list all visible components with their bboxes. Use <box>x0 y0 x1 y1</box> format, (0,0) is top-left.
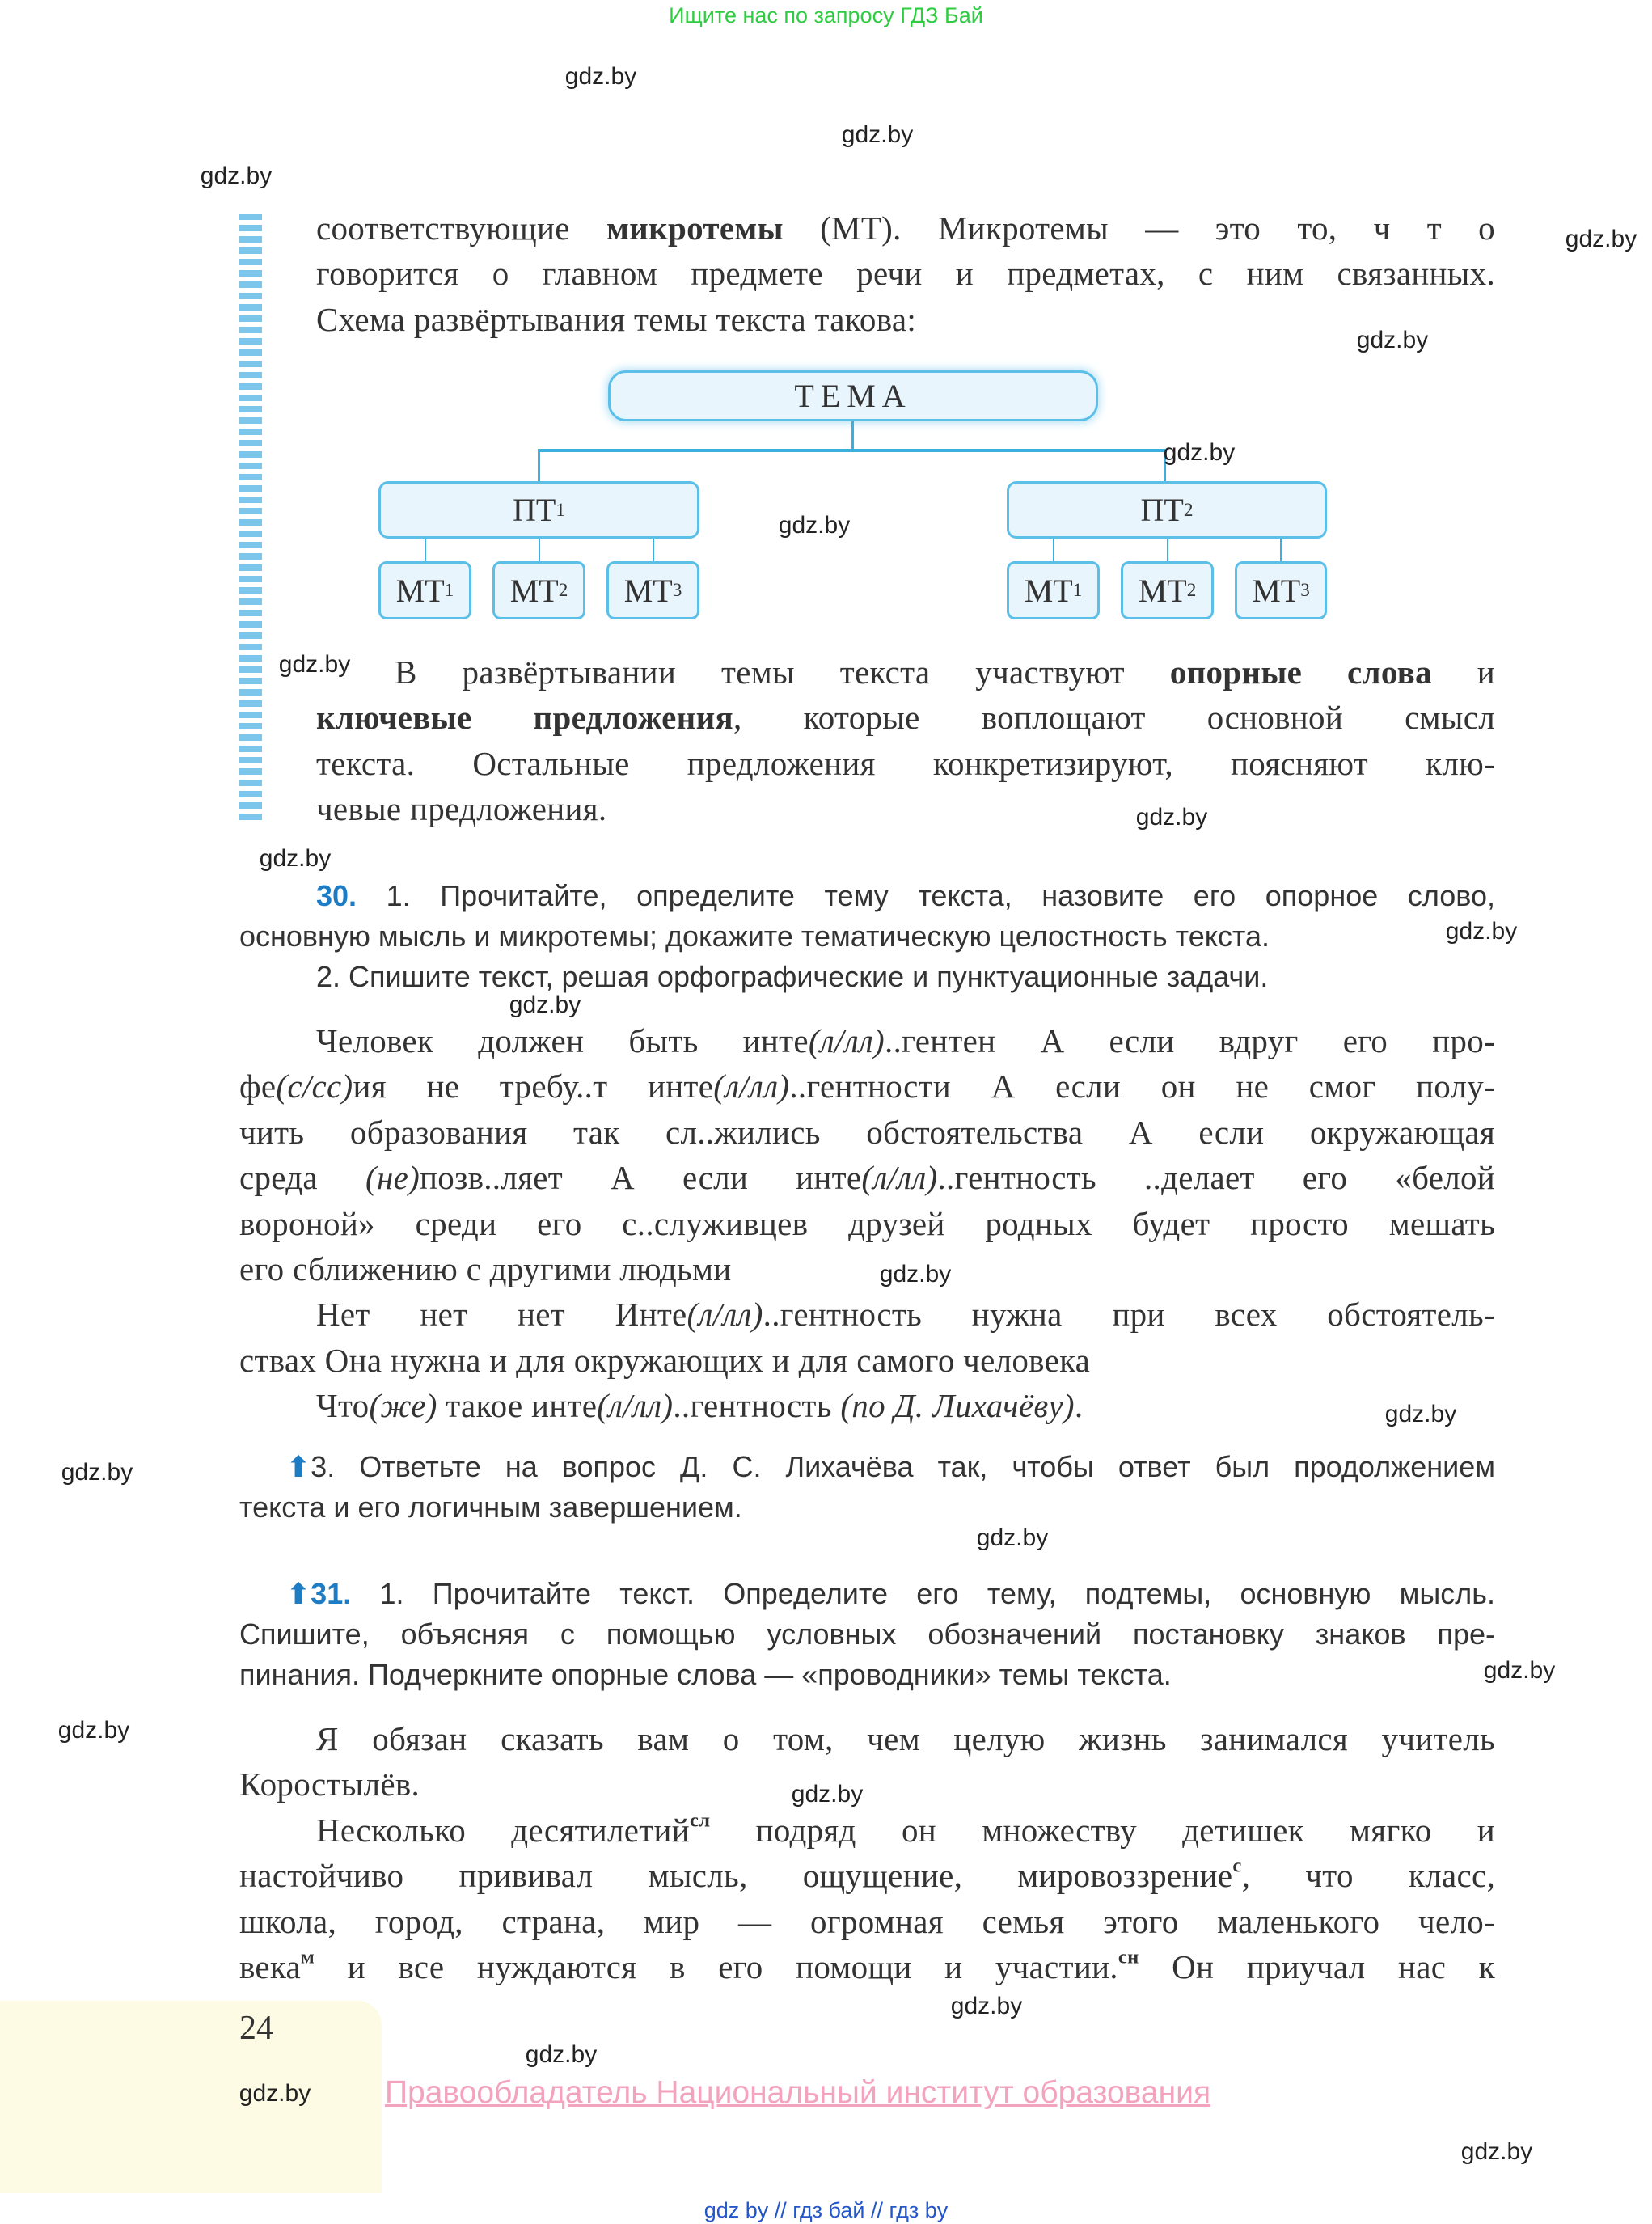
text-run: Человек должен быть инте <box>316 1022 809 1059</box>
exercise-31-text <box>239 1716 1495 1989</box>
diagram-connector <box>851 421 854 450</box>
paragraph <box>239 876 1495 957</box>
text-run: 1. Прочитайте текст. Определите его тему, подтемы, основную мысль. <box>351 1577 1495 1610</box>
text-line <box>239 1899 1495 1944</box>
text-line <box>239 1292 1495 1337</box>
theme-box: ТЕМА <box>608 370 1098 421</box>
watermark: gdz.by <box>1460 2138 1533 2165</box>
diagram-connector <box>1280 539 1282 561</box>
watermark: gdz.by <box>1483 1657 1556 1684</box>
microtheme-box: МТ 2 <box>1121 561 1214 619</box>
text-line <box>239 1246 1495 1292</box>
text-run: ..гентность нужна при всех обстоятель- <box>763 1296 1495 1334</box>
page-corner <box>0 2001 382 2193</box>
rights-holder-link[interactable]: Правообладатель Национальный институт образования <box>385 2075 1211 2110</box>
punctuation-mark-label: м <box>301 1946 315 1968</box>
text-run: подряд он множеству детишек мягко и <box>710 1811 1495 1849</box>
microtheme-box: МТ 3 <box>1235 561 1327 619</box>
watermark: gdz.by <box>976 1524 1049 1551</box>
text-run: пинания. Подчеркните опорные слова — «проводники» темы текста. <box>239 1658 1172 1691</box>
arrow-up-icon: ⬆ <box>286 1577 311 1610</box>
text-line <box>239 957 1495 997</box>
theory-intro <box>316 205 1495 342</box>
text-line <box>239 1614 1495 1655</box>
text-line <box>239 1487 1495 1528</box>
text-run: говорится о главном предмете речи и предметах, с ним связанных. <box>316 255 1495 293</box>
text-run: чевые предложения. <box>316 790 607 828</box>
paragraph <box>239 1383 1495 1428</box>
bold-term: ключевые предложения <box>316 699 733 737</box>
watermark: gdz.by <box>879 1261 952 1287</box>
text-line <box>316 251 1495 296</box>
italic-hint: (с/сс) <box>276 1068 353 1106</box>
subtheme-label: ПТ <box>513 492 556 528</box>
italic-hint: (по Д. Лихачёву) <box>840 1387 1075 1425</box>
text-run: текста. Остальные предложения конкретизируют, поясняют клю- <box>316 744 1495 782</box>
microtheme-label: МТ <box>1024 572 1073 609</box>
footer-links[interactable]: gdz by // гдз бай // гдз by <box>703 2198 949 2222</box>
text-line <box>239 1447 1495 1487</box>
paragraph <box>316 205 1495 342</box>
subtheme-box: ПТ 1 <box>378 481 699 539</box>
paragraph <box>239 1018 1495 1292</box>
watermark: gdz.by <box>200 163 273 189</box>
text-run: ..гентность ..делает его «белой <box>937 1159 1495 1197</box>
watermark: gdz.by <box>1565 226 1637 252</box>
paragraph <box>239 957 1495 997</box>
italic-hint: (л/лл) <box>597 1387 674 1425</box>
text-line <box>239 1383 1495 1428</box>
text-run: среда <box>239 1159 365 1197</box>
microtheme-label: МТ <box>395 572 445 609</box>
text-run: 2. Спишите текст, решая орфографические и пунктуационные задачи. <box>316 960 1269 993</box>
watermark: gdz.by <box>278 651 351 678</box>
text-run: ..гентность <box>673 1387 841 1425</box>
text-run: позв..ляет А если инте <box>420 1159 862 1197</box>
watermark: gdz.by <box>1135 804 1208 831</box>
diagram-connector <box>1053 539 1054 561</box>
watermark: gdz.by <box>61 1459 133 1486</box>
microtheme-label: МТ <box>623 572 673 609</box>
exercise-number: 31. <box>311 1577 352 1610</box>
text-run: Несколько десятилетий <box>316 1811 691 1849</box>
text-run: , которые воплощают основной смысл <box>733 699 1496 737</box>
watermark: gdz.by <box>778 512 851 539</box>
text-run: и все нуждаются в его помощи и участии. <box>315 1948 1118 1986</box>
text-run: В развёртывании темы текста участвуют <box>395 653 1170 691</box>
paragraph <box>239 1447 1495 1528</box>
text-line <box>239 1716 1495 1761</box>
text-run: текста и его логичным завершением. <box>239 1490 742 1524</box>
subtheme-box: ПТ 2 <box>1007 481 1327 539</box>
diagram-connector <box>1167 539 1168 561</box>
punctuation-mark-label: с <box>1232 1854 1242 1877</box>
diagram-connector <box>538 450 540 481</box>
theory-margin-bar <box>239 214 262 820</box>
diagram-connector <box>425 539 426 561</box>
text-run: Схема развёртывания темы текста такова: <box>316 300 917 338</box>
text-run: 3. Ответьте на вопрос Д. С. Лихачёва так, чтобы ответ был продолжением <box>311 1450 1495 1483</box>
watermark: gdz.by <box>1356 327 1429 353</box>
text-line <box>316 205 1495 251</box>
text-line <box>239 1761 1495 1807</box>
text-run: Я обязан сказать вам о том, чем целую жизнь занимался учитель <box>316 1720 1495 1757</box>
italic-hint: (же) <box>369 1387 437 1425</box>
text-run: Нет нет нет Инте <box>316 1296 687 1334</box>
text-run: , что класс, <box>1241 1857 1495 1895</box>
theory-keywords <box>316 649 1495 832</box>
watermark: gdz.by <box>1163 439 1236 466</box>
watermark: gdz.by <box>950 1993 1023 2019</box>
text-run: ия не требу..т инте <box>353 1068 714 1106</box>
paragraph <box>239 1808 1495 1990</box>
text-line <box>239 1574 1495 1614</box>
text-line <box>239 1063 1495 1109</box>
paragraph <box>239 1292 1495 1383</box>
italic-hint: (л/лл) <box>687 1296 763 1334</box>
text-run: его сближению с другими людьми <box>239 1250 732 1288</box>
watermark: gdz.by <box>564 63 637 90</box>
text-line <box>239 1110 1495 1155</box>
watermark: gdz.by <box>57 1717 130 1744</box>
punctuation-mark-label: сл <box>690 1809 711 1832</box>
italic-hint: (л/лл) <box>713 1068 790 1106</box>
watermark: gdz.by <box>1445 918 1518 945</box>
bold-term: микротемы <box>606 209 784 247</box>
watermark: gdz.by <box>791 1781 864 1808</box>
text-line <box>239 1853 1495 1898</box>
watermark: gdz.by <box>239 2080 311 2107</box>
text-line <box>239 916 1495 957</box>
watermark: gdz.by <box>841 121 914 148</box>
diagram-connector <box>539 539 540 561</box>
microtheme-label: МТ <box>1138 572 1187 609</box>
watermark: gdz.by <box>509 991 581 1018</box>
subtheme-label: ПТ <box>1140 492 1184 528</box>
text-run: (МТ). Микротемы — это то, ч т о <box>783 209 1495 247</box>
microtheme-box: МТ 1 <box>378 561 471 619</box>
italic-hint: (не) <box>365 1159 420 1197</box>
text-run: Спишите, объясняя с помощью условных обозначений постановку знаков пре- <box>239 1617 1495 1651</box>
text-line <box>316 741 1495 786</box>
diagram-connector <box>653 539 654 561</box>
text-run: ..гентен А если вдруг его про- <box>885 1022 1495 1059</box>
text-run: чить образования так сл..жились обстоятельства А если окружающая <box>239 1113 1495 1151</box>
italic-hint: (л/лл) <box>808 1022 885 1059</box>
exercise-number: 30. <box>316 879 357 912</box>
text-run: 1. Прочитайте, определите тему текста, назовите его опорное слово, <box>357 879 1495 912</box>
watermark: gdz.by <box>1384 1401 1457 1427</box>
text-run: фе <box>239 1068 277 1106</box>
text-run: и <box>1431 653 1495 691</box>
text-run: вороной» среди его с..служивцев друзей родных будет просто мешать <box>239 1204 1495 1242</box>
text-run: Он приучал нас к <box>1139 1948 1495 1986</box>
text-line <box>239 1018 1495 1063</box>
microtheme-label: МТ <box>509 572 559 609</box>
text-line <box>239 1201 1495 1246</box>
text-run: ствах Она нужна и для окружающих и для самого человека <box>239 1341 1091 1379</box>
paragraph <box>239 1716 1495 1808</box>
text-line <box>239 1808 1495 1853</box>
punctuation-mark-label: сн <box>1118 1946 1139 1968</box>
text-line <box>316 297 1495 342</box>
italic-hint: (л/лл) <box>861 1159 938 1197</box>
bold-term: опорные слова <box>1169 653 1432 691</box>
watermark: gdz.by <box>259 845 332 872</box>
text-line <box>239 1655 1495 1695</box>
text-run: века <box>239 1948 302 1986</box>
text-line <box>239 1338 1495 1383</box>
text-run: . <box>1074 1387 1084 1425</box>
exercise-30-task <box>239 876 1495 997</box>
text-line <box>316 649 1495 695</box>
text-run: настойчиво прививал мысль, ощущение, мировоззрение <box>239 1857 1233 1895</box>
text-run: школа, город, страна, мир — огромная семья этого маленького чело- <box>239 1902 1495 1940</box>
text-line <box>316 786 1495 831</box>
microtheme-box: МТ 1 <box>1007 561 1100 619</box>
text-run: ..гентности А если он не смог полу- <box>789 1068 1495 1106</box>
text-line <box>239 1944 1495 1989</box>
text-run: такое инте <box>437 1387 598 1425</box>
microtheme-box: МТ 3 <box>606 561 699 619</box>
text-line <box>239 1155 1495 1200</box>
text-run: Что <box>316 1387 370 1425</box>
text-line <box>316 695 1495 740</box>
text-run: Коростылёв. <box>239 1765 420 1803</box>
paragraph <box>316 649 1495 832</box>
microtheme-box: МТ 2 <box>492 561 585 619</box>
exercise-30-task-3 <box>239 1447 1495 1528</box>
exercise-31-task <box>239 1574 1495 1695</box>
exercise-30-text <box>239 1018 1495 1429</box>
page-number: 24 <box>239 2010 273 2047</box>
search-banner: Ищите нас по запросу ГДЗ Бай <box>669 3 983 27</box>
microtheme-label: МТ <box>1252 572 1301 609</box>
diagram-connector <box>538 449 1165 452</box>
paragraph <box>239 1574 1495 1695</box>
watermark: gdz.by <box>525 2041 598 2068</box>
text-run: основную мысль и микротемы; докажите тематическую целостность текста. <box>239 920 1270 953</box>
arrow-up-icon: ⬆ <box>286 1450 311 1483</box>
text-run: соответствующие <box>316 209 606 247</box>
text-line <box>239 876 1495 916</box>
